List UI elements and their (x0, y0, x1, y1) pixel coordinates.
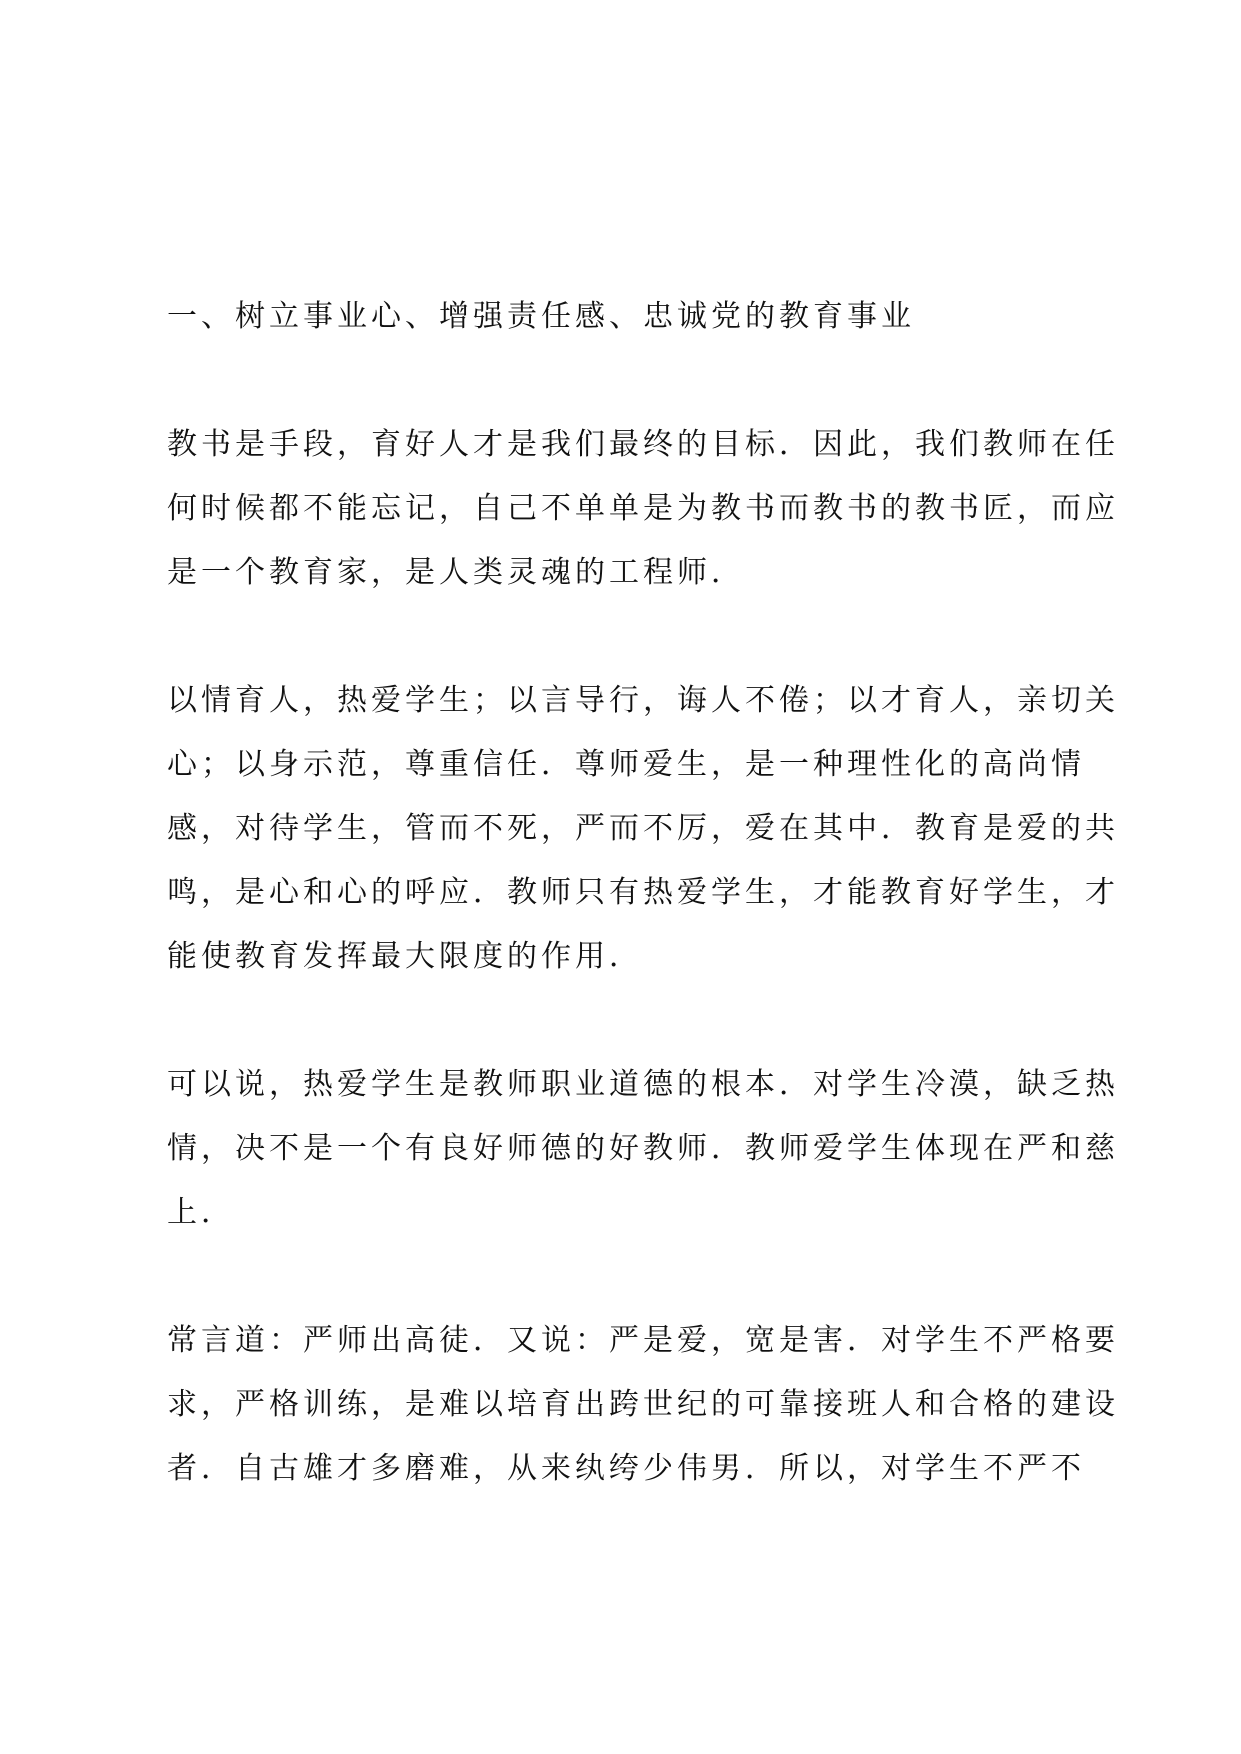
paragraph-line: 情，决不是一个有良好师德的好教师．教师爱学生体现在严和慈 (167, 1131, 1119, 1166)
paragraph-line: 感，对待学生，管而不死，严而不厉，爱在其中．教育是爱的共 (167, 811, 1119, 846)
paragraph-line: 可以说，热爱学生是教师职业道德的根本．对学生冷漠，缺乏热 (167, 1067, 1119, 1102)
paragraph-line: 教书是手段，育好人才是我们最终的目标．因此，我们教师在任 (167, 427, 1119, 462)
paragraph-line: 上． (167, 1195, 235, 1230)
paragraph-line: 求，严格训练，是难以培育出跨世纪的可靠接班人和合格的建设 (167, 1387, 1119, 1422)
paragraph-line: 能使教育发挥最大限度的作用． (167, 939, 643, 974)
paragraph-line: 何时候都不能忘记，自己不单单是为教书而教书的教书匠，而应 (167, 491, 1119, 526)
paragraph-2 (167, 669, 1119, 989)
paragraph-spacer (167, 989, 1097, 1053)
paragraph-line: 是一个教育家，是人类灵魂的工程师． (167, 555, 745, 590)
paragraph-3 (167, 1053, 1119, 1245)
paragraph-spacer (167, 605, 1097, 669)
paragraph-spacer (167, 349, 1097, 413)
document-body (167, 285, 1119, 1501)
paragraph-spacer (167, 1245, 1097, 1309)
paragraph-line: 者．自古雄才多磨难，从来纨绔少伟男．所以，对学生不严不 (167, 1451, 1085, 1486)
paragraph-line: 以情育人，热爱学生；以言导行，诲人不倦；以才育人，亲切关 (167, 683, 1119, 718)
paragraph-line: 常言道：严师出高徒．又说：严是爱，宽是害．对学生不严格要 (167, 1323, 1119, 1358)
paragraph-line: 鸣，是心和心的呼应．教师只有热爱学生，才能教育好学生，才 (167, 875, 1119, 910)
section-heading: 一、树立事业心、增强责任感、忠诚党的教育事业 (167, 299, 915, 334)
paragraph-1 (167, 413, 1119, 605)
paragraph-4 (167, 1309, 1119, 1501)
paragraph-line: 心；以身示范，尊重信任．尊师爱生，是一种理性化的高尚情 (167, 747, 1085, 782)
